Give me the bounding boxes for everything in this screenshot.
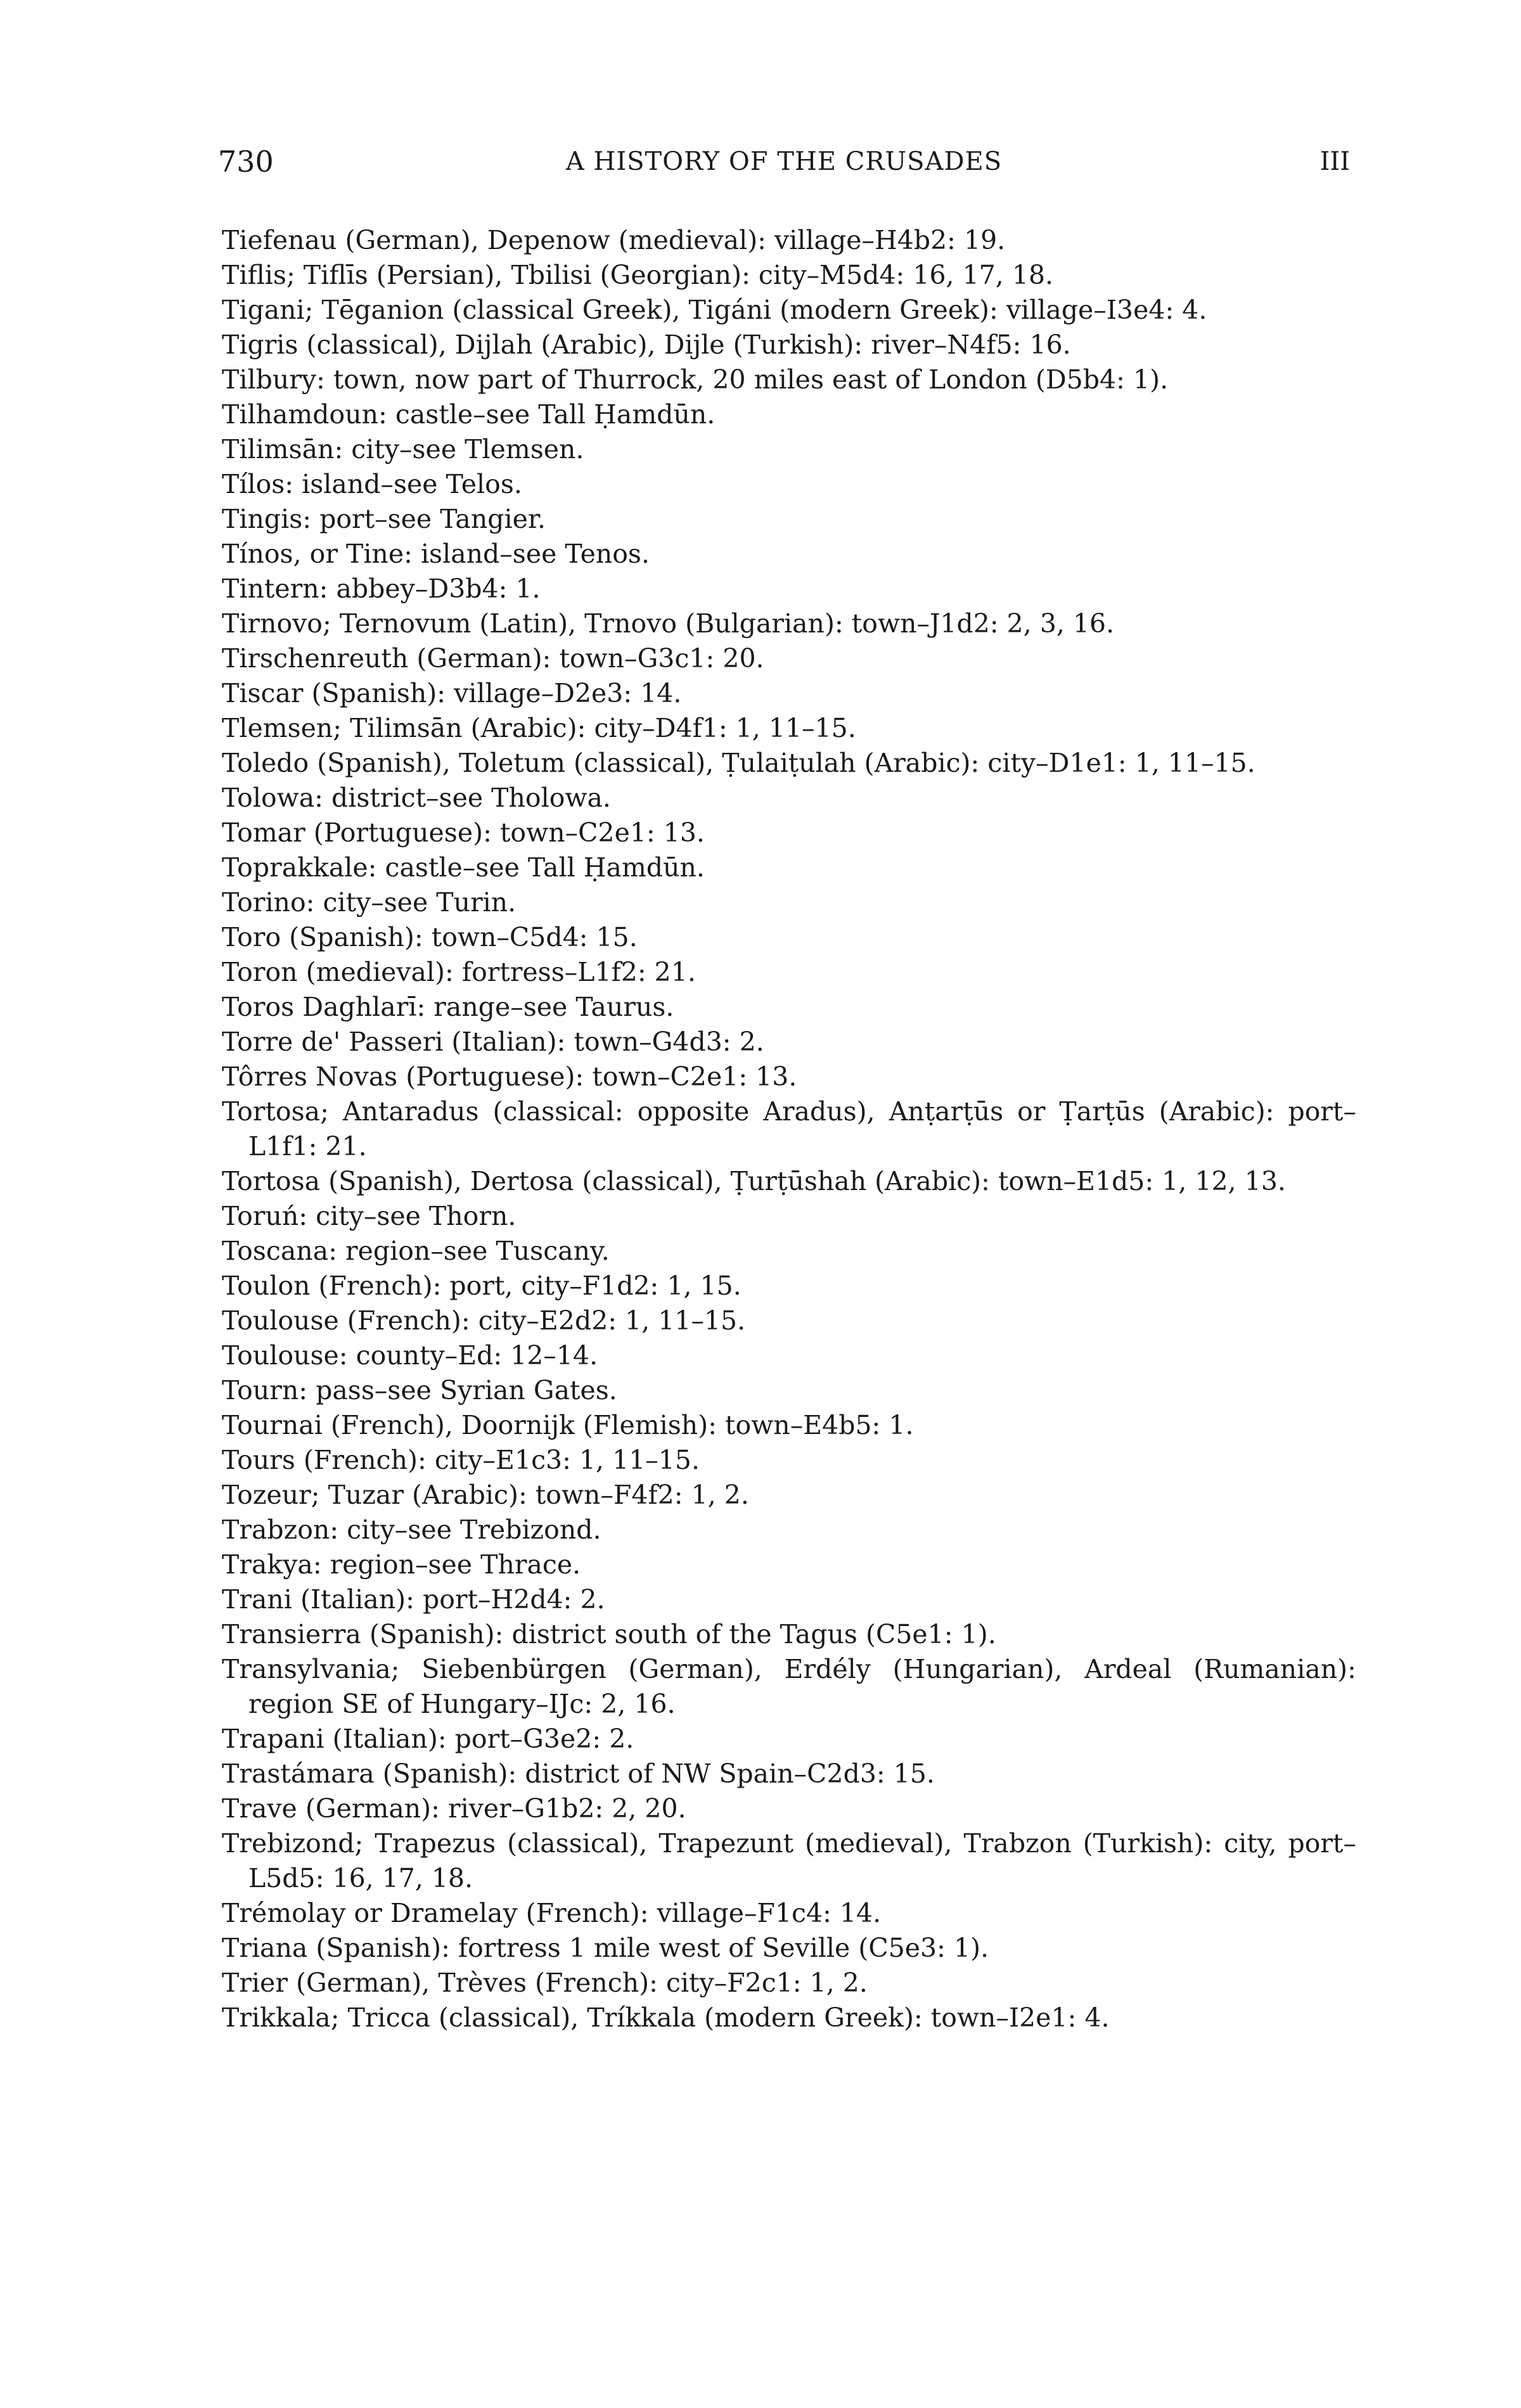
gazetteer-entry: Tours (French): city–E1c3: 1, 11–15.	[222, 1445, 700, 1475]
running-title: A HISTORY OF THE CRUSADES	[565, 147, 1003, 176]
gazetteer-entry: Transylvania; Siebenbürgen (German), Erdély (Hungarian), Ardeal (Rumanian): region SE of Hungary–IJc: 2, 16.	[222, 1654, 1356, 1719]
gazetteer-entry: Tigani; Tēganion (classical Greek), Tigáni (modern Greek): village–I3e4: 4.	[222, 295, 1207, 325]
gazetteer-entry: Tirnovo; Ternovum (Latin), Trnovo (Bulgarian): town–J1d2: 2, 3, 16.	[222, 608, 1115, 639]
gazetteer-entry: Tournai (French), Doornijk (Flemish): town–E4b5: 1.	[222, 1410, 914, 1440]
gazetteer-entry: Tintern: abbey–D3b4: 1.	[222, 573, 541, 604]
gazetteer-entry: Tingis: port–see Tangier.	[222, 504, 546, 534]
gazetteer-entry: Tozeur; Tuzar (Arabic): town–F4f2: 1, 2.	[222, 1480, 749, 1510]
gazetteer-entry: Toros Daghlarī: range–see Taurus.	[222, 992, 674, 1022]
gazetteer-entry: Tourn: pass–see Syrian Gates.	[222, 1375, 617, 1406]
gazetteer-entry: Toron (medieval): fortress–L1f2: 21.	[222, 957, 696, 987]
gazetteer-entry: Toulon (French): port, city–F1d2: 1, 15.	[222, 1271, 741, 1301]
gazetteer-entry: Torino: city–see Turin.	[222, 887, 517, 918]
gazetteer-entry: Tilbury: town, now part of Thurrock, 20 miles east of London (D5b4: 1).	[222, 364, 1169, 395]
gazetteer-entry: Tilimsān: city–see Tlemsen.	[222, 434, 584, 464]
gazetteer-entry: Trapani (Italian): port–G3e2: 2.	[222, 1724, 634, 1754]
gazetteer-entry: Tiefenau (German), Depenow (medieval): village–H4b2: 19.	[222, 225, 1006, 255]
page-number: 730	[218, 144, 274, 179]
running-header	[218, 144, 1350, 185]
gazetteer-entry: Tigris (classical), Dijlah (Arabic), Dijle (Turkish): river–N4f5: 16.	[222, 330, 1071, 360]
gazetteer-entries	[222, 223, 1356, 2035]
gazetteer-entry: Toledo (Spanish), Toletum (classical), Ṭulaiṭulah (Arabic): city–D1e1: 1, 11–15.	[222, 748, 1255, 778]
gazetteer-entry: Toulouse: county–Ed: 12–14.	[222, 1340, 598, 1371]
gazetteer-entry: Tirschenreuth (German): town–G3c1: 20.	[222, 643, 764, 674]
gazetteer-entry: Tôrres Novas (Portuguese): town–C2e1: 13.	[222, 1061, 797, 1092]
gazetteer-entry: Toscana: region–see Tuscany.	[222, 1236, 610, 1266]
gazetteer-entry: Triana (Spanish): fortress 1 mile west of Seville (C5e3: 1).	[222, 1933, 989, 1963]
gazetteer-entry: Tínos, or Tine: island–see Tenos.	[222, 539, 650, 569]
gazetteer-entry: Toulouse (French): city–E2d2: 1, 11–15.	[222, 1305, 746, 1336]
gazetteer-entry: Trastámara (Spanish): district of NW Spain–C2d3: 15.	[222, 1758, 935, 1789]
gazetteer-entry: Trier (German), Trèves (French): city–F2c1: 1, 2.	[222, 1968, 868, 1998]
gazetteer-entry: Tomar (Portuguese): town–C2e1: 13.	[222, 817, 705, 848]
volume-number: III	[1319, 147, 1350, 176]
gazetteer-entry: Tortosa (Spanish), Dertosa (classical), Ṭurṭūshah (Arabic): town–E1d5: 1, 12, 13.	[222, 1166, 1286, 1196]
gazetteer-entry: Tortosa; Antaradus (classical: opposite Aradus), Anṭarṭūs or Ṭarṭūs (Arabic): port–L1f1: 21.	[222, 1096, 1356, 1162]
gazetteer-entry: Toprakkale: castle–see Tall Ḥamdūn.	[222, 852, 705, 883]
gazetteer-entry: Trani (Italian): port–H2d4: 2.	[222, 1584, 605, 1615]
gazetteer-entry: Toro (Spanish): town–C5d4: 15.	[222, 922, 638, 952]
gazetteer-entry: Tlemsen; Tilimsān (Arabic): city–D4f1: 1, 11–15.	[222, 713, 856, 743]
gazetteer-entry: Tílos: island–see Telos.	[222, 469, 522, 499]
gazetteer-entry: Trebizond; Trapezus (classical), Trapezunt (medieval), Trabzon (Turkish): city, port–L5d5: 16, 17, 18.	[222, 1828, 1356, 1893]
gazetteer-entry: Tiflis; Tiflīs (Persian), Tbilisi (Georgian): city–M5d4: 16, 17, 18.	[222, 260, 1054, 290]
gazetteer-entry: Trikkala; Tricca (classical), Tríkkala (modern Greek): town–I2e1: 4.	[222, 2002, 1110, 2033]
gazetteer-entry: Trave (German): river–G1b2: 2, 20.	[222, 1793, 686, 1824]
gazetteer-entry: Trakya: region–see Thrace.	[222, 1549, 581, 1580]
gazetteer-entry: Tolowa: district–see Tholowa.	[222, 783, 611, 813]
gazetteer-entry: Toruń: city–see Thorn.	[222, 1201, 517, 1231]
gazetteer-entry: Transierra (Spanish): district south of the Tagus (C5e1: 1).	[222, 1619, 996, 1649]
gazetteer-entry: Trémolay or Dramelay (French): village–F1c4: 14.	[222, 1898, 882, 1928]
gazetteer-entry: Torre de' Passeri (Italian): town–G4d3: 2.	[222, 1027, 764, 1057]
gazetteer-entry: Tilhamdoun: castle–see Tall Ḥamdūn.	[222, 399, 716, 430]
gazetteer-entry: Trabzon: city–see Trebizond.	[222, 1515, 601, 1545]
gazetteer-entry: Tiscar (Spanish): village–D2e3: 14.	[222, 678, 682, 708]
